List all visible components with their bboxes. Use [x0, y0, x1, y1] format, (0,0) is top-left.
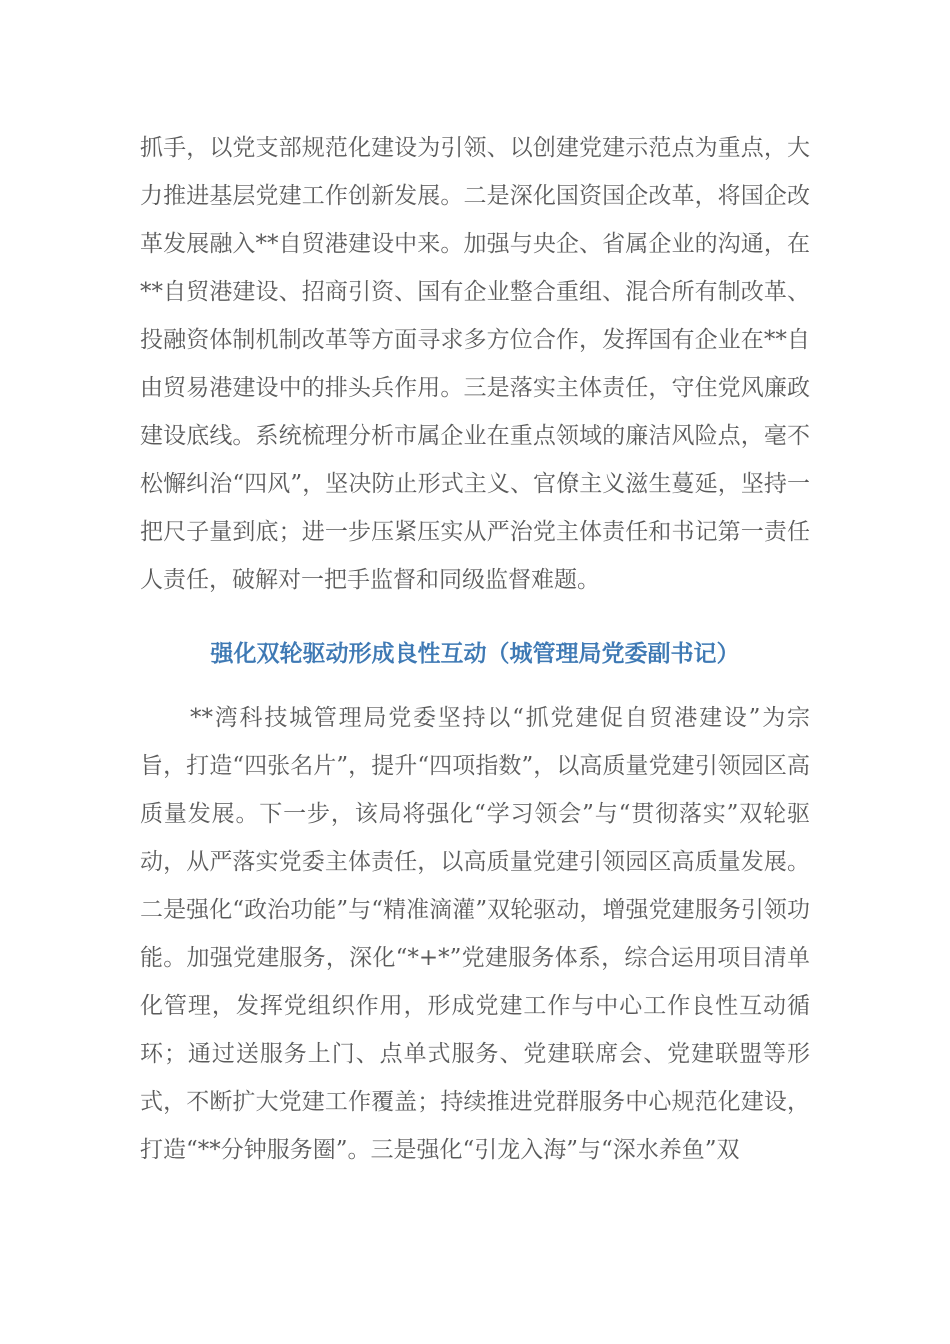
- section-heading: 强化双轮驱动形成良性互动（城管理局党委副书记）: [210, 640, 740, 667]
- paragraph-continuation: 抓手，以党支部规范化建设为引领、以创建党建示范点为重点，大力推进基层党建工作创新发展。二是深化国资国企改革，将国企改革发展融入**自贸港建设中来。加强与央企、省属企业的沟通，在**自贸港建设、招商引资、国有企业整合重组、混合所有制改革、投融资体制机制改革等方面寻求多方位合作，发挥国有企业在**自由贸易港建设中的排头兵作用。三是落实主体责任，守住党风廉政建设底线。系统梳理分析市属企业在重点领域的廉洁风险点，毫不松懈纠治“四风”，坚决防止形式主义、官僚主义滋生蔓延，坚持一把尺子量到底；进一步压紧压实从严治党主体责任和书记第一责任人责任，破解对一把手监督和同级监督难题。: [140, 135, 810, 593]
- paragraph-body: **湾科技城管理局党委坚持以“抓党建促自贸港建设”为宗旨，打造“四张名片”，提升“四项指数”，以高质量党建引领园区高质量发展。下一步，该局将强化“学习领会”与“贯彻落实”双轮驱动，从严落实党委主体责任，以高质量党建引领园区高质量发展。二是强化“政治功能”与“精准滴灌”双轮驱动，增强党建服务引领功能。加强党建服务，深化“*+*”党建服务体系，综合运用项目清单化管理，发挥党组织作用，形成党建工作与中心工作良性互动循环；通过送服务上门、点单式服务、党建联席会、党建联盟等形式，不断扩大党建工作覆盖；持续推进党群服务中心规范化建设，打造“**分钟服务圈”。三是强化“引龙入海”与“深水养鱼”双: [140, 705, 810, 1163]
- document-content: [140, 124, 810, 1174]
